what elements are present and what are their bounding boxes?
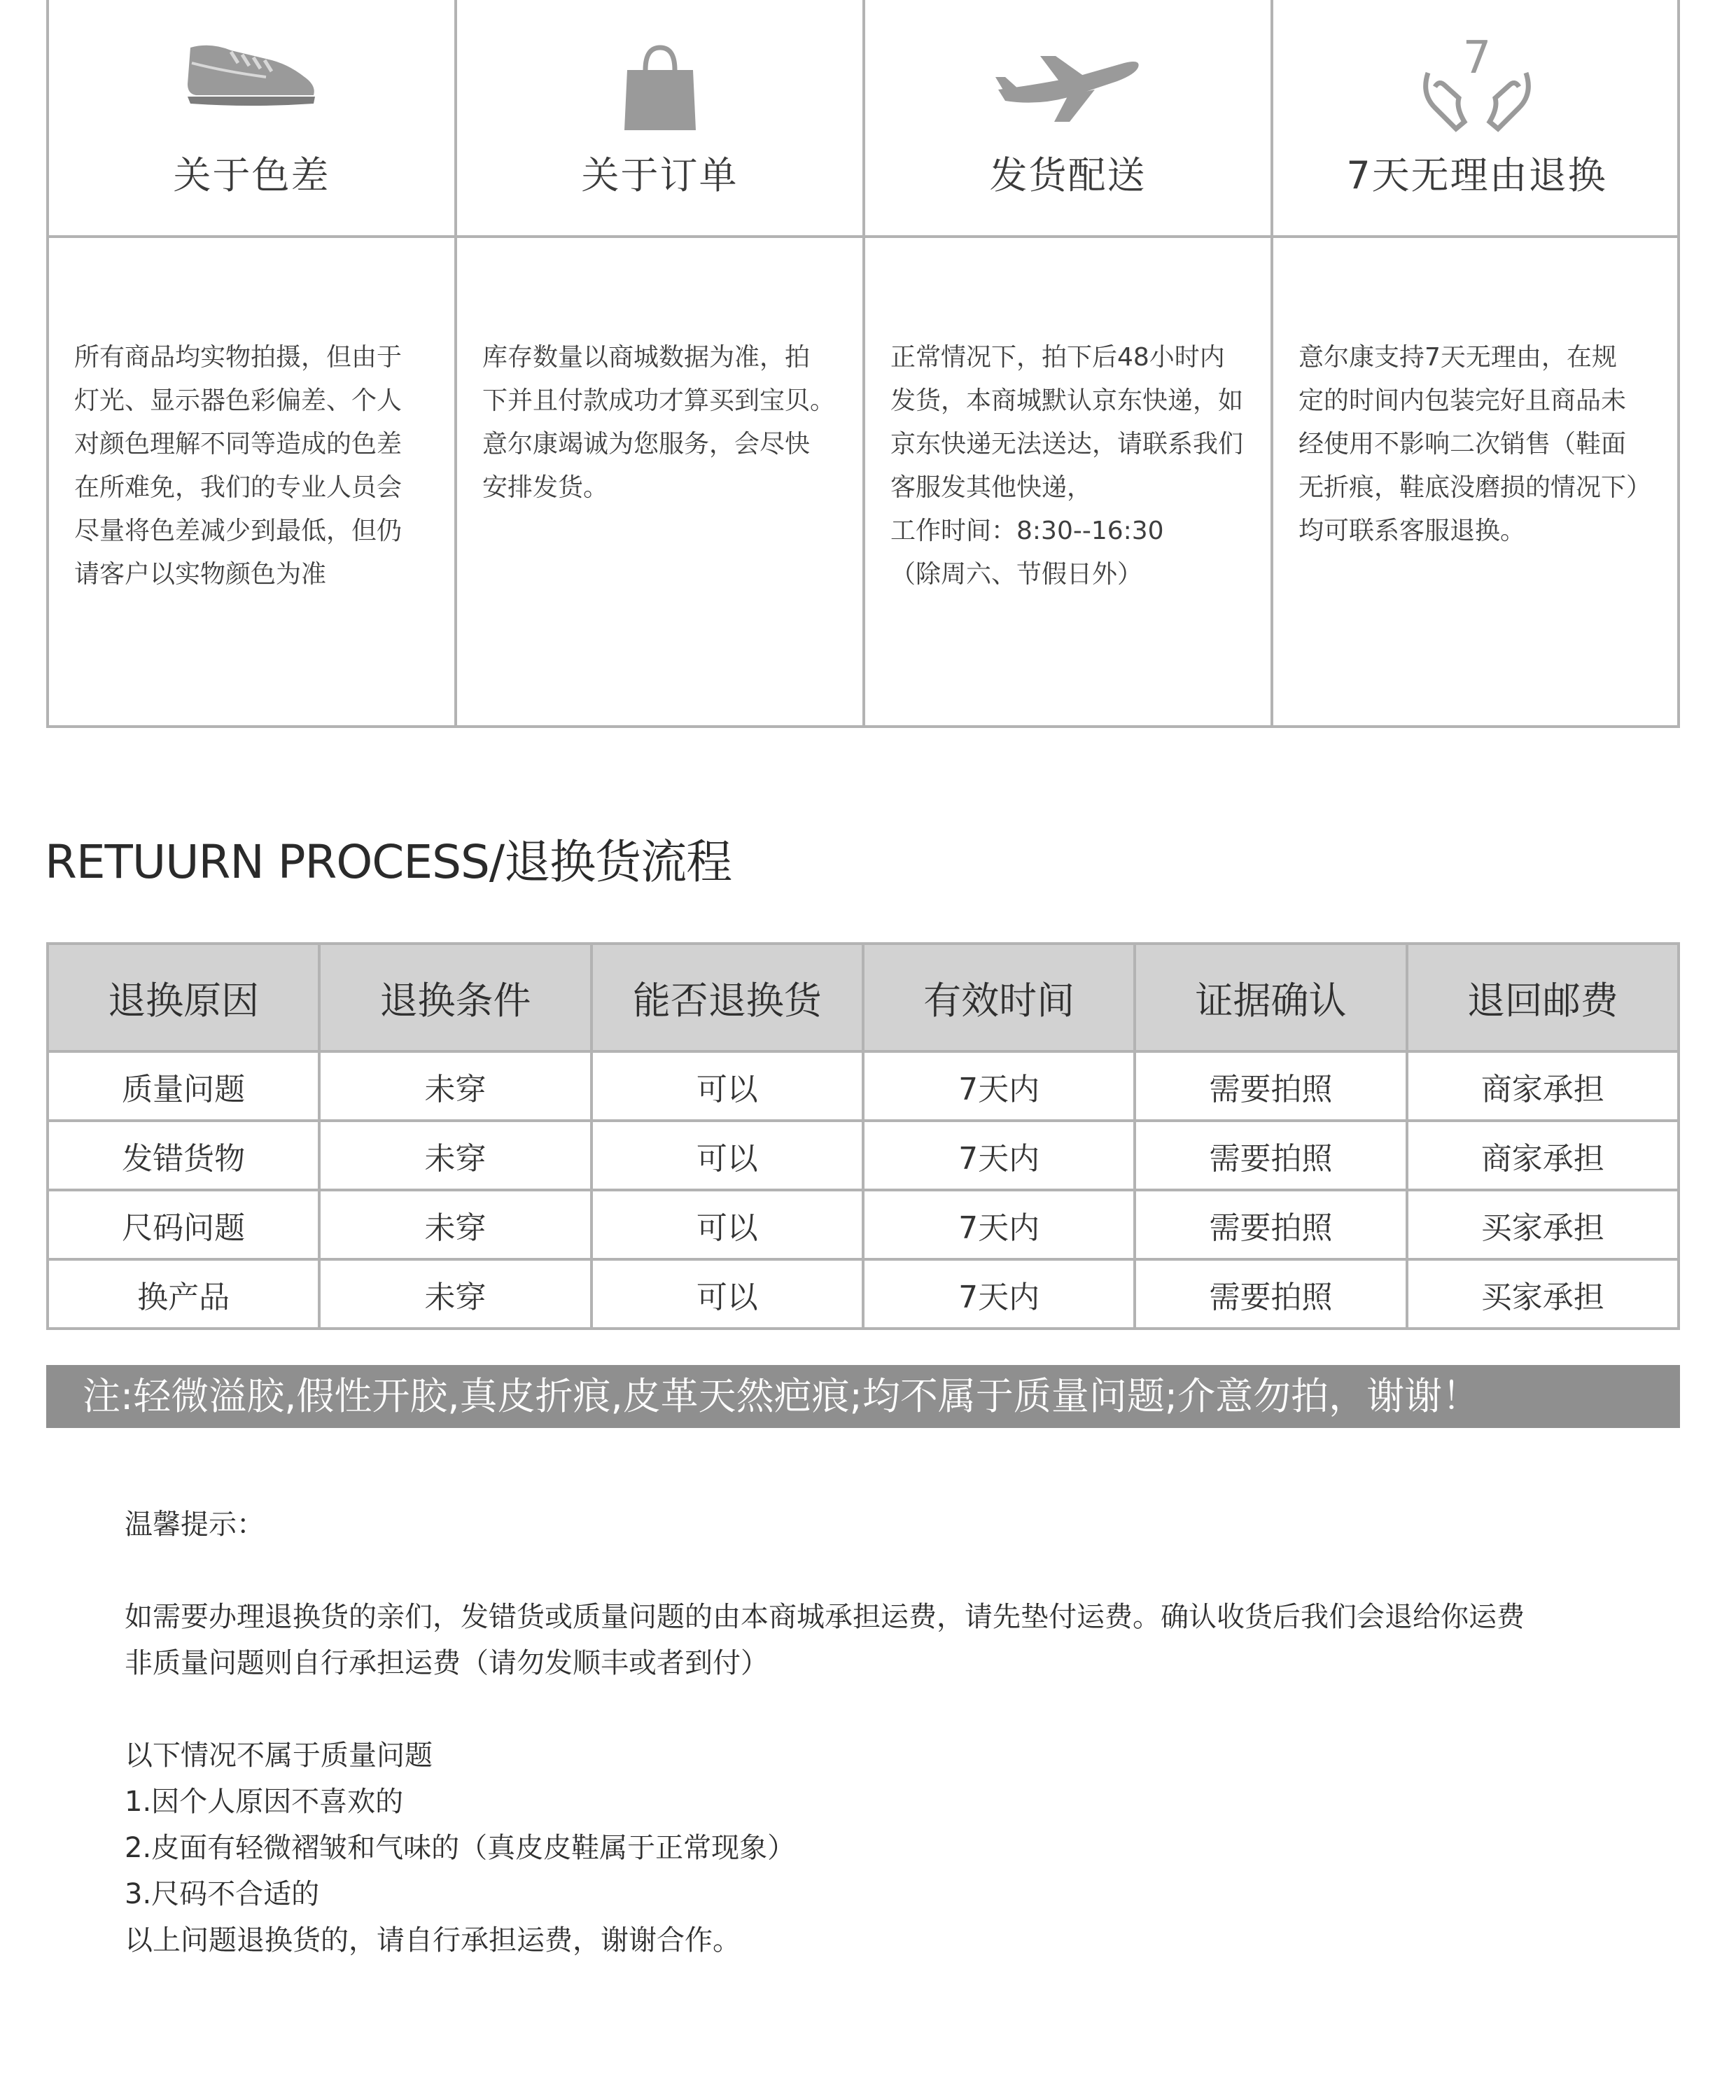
table-cell: 买家承担 bbox=[1407, 1190, 1679, 1259]
tips-line: 2.皮面有轻微褶皱和气味的（真皮皮鞋属于正常现象） bbox=[125, 1832, 796, 1864]
info-grid bbox=[46, 0, 1680, 728]
table-cell: 可以 bbox=[592, 1259, 863, 1329]
tips-line: 1.因个人原因不喜欢的 bbox=[125, 1786, 404, 1818]
table-row bbox=[48, 1190, 1679, 1259]
table-cell: 可以 bbox=[592, 1190, 863, 1259]
info-column-shipping bbox=[865, 0, 1273, 725]
tips-section bbox=[125, 1502, 1686, 1963]
column-header: 有效时间 bbox=[863, 944, 1135, 1051]
table-row bbox=[48, 1051, 1679, 1121]
column-header: 退回邮费 bbox=[1407, 944, 1679, 1051]
info-title: 7天无理由退换 bbox=[1346, 153, 1607, 197]
table-cell: 商家承担 bbox=[1407, 1121, 1679, 1190]
table-row bbox=[48, 1121, 1679, 1190]
table-cell: 7天内 bbox=[863, 1051, 1135, 1121]
info-body: 所有商品均实物拍摄，但由于 灯光、显示器色彩偏差、个人 对颜色理解不同等造成的色差 在所难免，我们的专业人员会 尽量将色差减少到最低，但仍 请客户以实物颜色为准 bbox=[74, 343, 402, 589]
info-title: 发货配送 bbox=[989, 153, 1147, 197]
table-cell: 未穿 bbox=[319, 1259, 591, 1329]
table-cell: 未穿 bbox=[319, 1051, 591, 1121]
section-title: RETUURN PROCESS/退换货流程 bbox=[45, 835, 732, 889]
info-header bbox=[457, 0, 862, 238]
info-body: 意尔康支持7天无理由，在规 定的时间内包装完好且商品未 经使用不影响二次销售（鞋面 无折痕，鞋底没磨损的情况下） 均可联系客服退换。 bbox=[1298, 343, 1652, 545]
info-column-color bbox=[49, 0, 457, 725]
svg-text:7: 7 bbox=[1462, 32, 1491, 84]
tips-line: 如需要办理退换货的亲们，发错货或质量问题的由本商城承担运费，请先垫付运费。确认收货后我们会退给你运费 bbox=[125, 1601, 1525, 1633]
table-cell: 可以 bbox=[592, 1051, 863, 1121]
tips-line: 3.尺码不合适的 bbox=[125, 1878, 320, 1910]
shopping-bag-icon bbox=[622, 42, 699, 136]
info-header bbox=[49, 0, 454, 238]
table-cell: 7天内 bbox=[863, 1121, 1135, 1190]
table-cell: 需要拍照 bbox=[1135, 1259, 1406, 1329]
return-policy-table bbox=[46, 942, 1680, 1330]
table-cell: 发错货物 bbox=[48, 1121, 319, 1190]
airplane-icon bbox=[991, 49, 1145, 129]
column-header: 退换条件 bbox=[319, 944, 591, 1051]
tips-heading: 温馨提示： bbox=[125, 1508, 265, 1541]
table-cell: 买家承担 bbox=[1407, 1259, 1679, 1329]
info-title: 关于订单 bbox=[581, 153, 738, 197]
table-cell: 需要拍照 bbox=[1135, 1121, 1406, 1190]
note-banner: 注:轻微溢胶,假性开胶,真皮折痕,皮革天然疤痕;均不属于质量问题;介意勿拍，谢谢！ bbox=[46, 1365, 1680, 1428]
table-cell: 换产品 bbox=[48, 1259, 319, 1329]
tips-line: 以上问题退换货的，请自行承担运费，谢谢合作。 bbox=[125, 1924, 741, 1956]
table-cell: 需要拍照 bbox=[1135, 1051, 1406, 1121]
seven-day-hands-icon bbox=[1414, 31, 1540, 139]
info-column-return bbox=[1273, 0, 1680, 725]
info-header bbox=[1273, 0, 1680, 238]
column-header: 退换原因 bbox=[48, 944, 319, 1051]
table-cell: 7天内 bbox=[863, 1190, 1135, 1259]
table-cell: 商家承担 bbox=[1407, 1051, 1679, 1121]
tips-line: 非质量问题则自行承担运费（请勿发顺丰或者到付） bbox=[125, 1647, 769, 1679]
table-cell: 未穿 bbox=[319, 1190, 591, 1259]
column-header: 证据确认 bbox=[1135, 944, 1406, 1051]
shoe-icon bbox=[182, 35, 322, 115]
info-header bbox=[865, 0, 1270, 238]
table-header-row bbox=[48, 944, 1679, 1051]
table-cell: 未穿 bbox=[319, 1121, 591, 1190]
table-cell: 7天内 bbox=[863, 1259, 1135, 1329]
info-body: 正常情况下，拍下后48小时内 发货，本商城默认京东快递，如 京东快递无法送达，请联系我们 客服发其他快递， 工作时间：8:30--16:30 （除周六、节假日外） bbox=[890, 343, 1244, 589]
info-title: 关于色差 bbox=[173, 153, 330, 197]
table-row bbox=[48, 1259, 1679, 1329]
table-cell: 需要拍照 bbox=[1135, 1190, 1406, 1259]
table-cell: 质量问题 bbox=[48, 1051, 319, 1121]
info-column-order bbox=[457, 0, 865, 725]
info-body: 库存数量以商城数据为准，拍 下并且付款成功才算买到宝贝。 意尔康竭诚为您服务，会尽快 安排发货。 bbox=[482, 343, 836, 502]
column-header: 能否退换货 bbox=[592, 944, 863, 1051]
table-cell: 可以 bbox=[592, 1121, 863, 1190]
tips-line: 以下情况不属于质量问题 bbox=[125, 1740, 433, 1772]
table-cell: 尺码问题 bbox=[48, 1190, 319, 1259]
